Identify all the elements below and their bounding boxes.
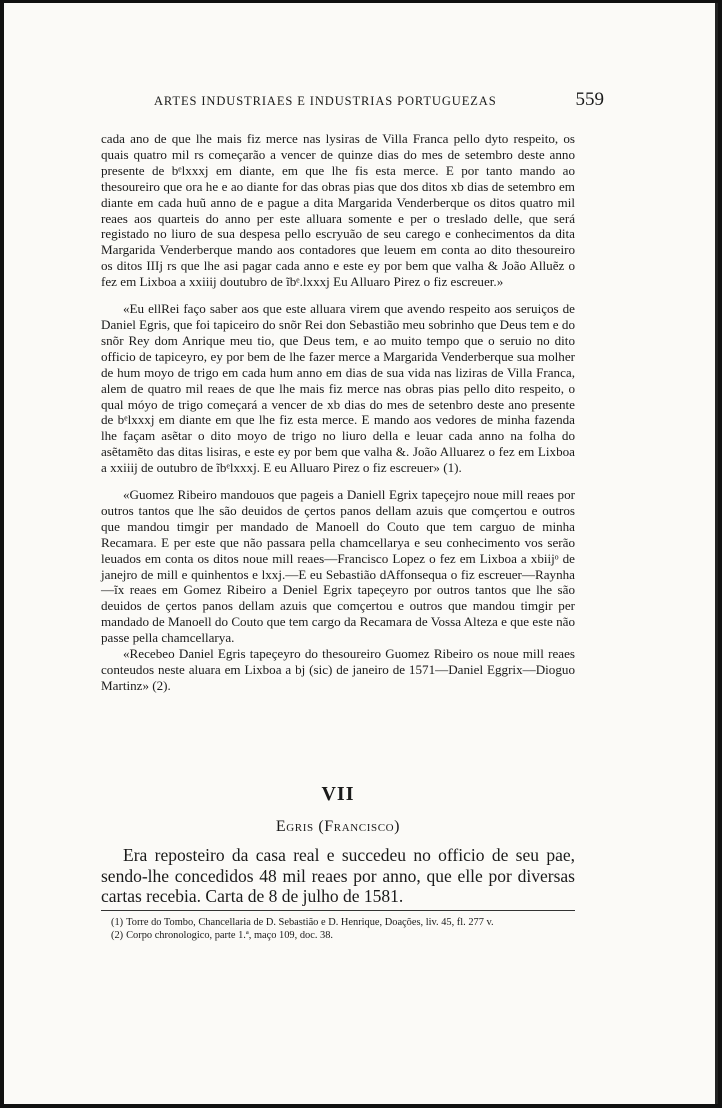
section-paragraph: Era reposteiro da casa real e succedeu no officio de seu pae, sendo-lhe concedidos 48 mil reaes por anno, que elle por diversas cartas recebia. Carta de 8 de julho de 1581. xyxy=(101,845,575,906)
footnote-mark: (1) xyxy=(111,917,124,928)
footnote xyxy=(101,930,575,943)
section-numeral: VII xyxy=(321,783,355,805)
page-header xyxy=(134,91,604,111)
paragraph-recebeo: «Recebeo Daniel Egris tapeçeyro do thesoureiro Guomez Ribeiro os noue mill reaes conteudos neste aluara em Lixboa a bj (sic) de janeiro de 1571—Daniel Eggrix—Dioguo Martinz» (2). xyxy=(101,646,575,693)
section-heading xyxy=(101,783,575,836)
scan-edge xyxy=(715,3,718,1104)
body-text xyxy=(101,131,575,694)
section-body xyxy=(101,845,575,907)
footnotes xyxy=(101,910,575,942)
footnote-text: Torre do Tombo, Chancellaria de D. Sebastião e D. Henrique, Doações, liv. 45, fl. 277 v. xyxy=(126,917,494,928)
paragraph-guomez-ribeiro: «Guomez Ribeiro mandouos que pageis a Daniell Egrix tapeçejro noue mill reaes por outros tantos que lhe são deuidos de çertos panos dellam azuis que comçertou e outros que mandou timgir per mandado de Manoell do Couto que tem carguo de minha Recamara. E per este que não passara pella chamcellarya e seu conhecimento vos serão leuados em conta os ditos noue mill reaes—Francisco Lopez o fez em Lixboa a xbiijᵒ de janejro de mill e quinhentos e lxxj.—E eu Sebastião dAffonsequa o fiz escreuer—Raynha—ĩx reaes em Gomez Ribeiro a Deniel Egrix tapeçeyro por outros tantos que lhe são deuidos de çertos panos dellam azuis que comçertou e outros que mandou timgir per mandado de Manoell do Couto que tem cargo da Recamara de Vossa Alteza e que este não passe pella chamcellarya. xyxy=(101,487,575,646)
footnote-text: Corpo chronologico, parte 1.ª, maço 109, doc. 38. xyxy=(126,929,334,941)
paragraph-alvara: «Eu ellRei faço saber aos que este alluara virem que avendo respeito aos seruiços de Daniel Egris, que foi tapiceiro do snõr Rei don Sebastião meu sobrinho que Deus tem e do snõr Rey dom Anrique meu tio, que Deus tem, e ao muito tempo que o seruio no dito officio de tapiceyro, ey por bem de lhe fazer merce a Margarida Venderberque sua molher de hum moyo de trigo em cada hum anno em dias de sua vida nas liziras de Villa Franca, alem de quatro mil reaes de que lhe mais fiz merce nas obras pias pello dito respeito, o qual móyo de trigo começará a vencer de xb dias do mes de setenbro deste ano presente de bᵉlxxxj em diante em que lhe fiz esta merce. E mando aos vedores de minha fazenda lhe façam asẽtar o dito moyo de trigo no liuro della e leuar cada anno na folha do asẽtamẽto das ditas lisiras, e este ey por bem que valha &. João Alluarez o fez em Lixboa a xxiiij de outubro de ĩbᵉlxxxj. E eu Alluaro Pirez o fiz escreuer» (1). xyxy=(101,301,575,476)
footnote xyxy=(101,917,575,930)
paragraph-continuation: cada ano de que lhe mais fiz merce nas lysiras de Villa Franca pello dyto respeito, os quais quatro mil rs começarão a vencer de quinze dias do mes de setembro deste anno presente de bᵉlxxxj em diante, em que lhe fis esta merce. E por tanto mando ao thesoureiro que ora he e ao diante for das obras pias que dos ditos xb dias de setembro em diante em cada huũ anno de e pague a dita Margarida Venderberque os ditos quatro mil reaes aos quarteis do anno per este alluara somente e per o treslado delle, que será registado no liuro de sua despesa pello escryuão de seu carego e conhecimentos da dita Margarida Venderberque mando aos contadores que leuem em conta ao dito thesoureiro os ditos IIIj rs que lhe asi pagar cada anno e este ey por bem que valha & João Alluẽz o fez em Lixboa a xxiiij doutubro de ĩbᵉ.lxxxj Eu Alluaro Pirez o fiz escreuer.» xyxy=(101,131,575,290)
running-head: ARTES INDUSTRIAES E INDUSTRIAS PORTUGUEZAS xyxy=(154,94,497,108)
footnote-mark: (2) xyxy=(111,929,124,941)
section-title: Egris (Francisco) xyxy=(275,818,401,835)
page-number: 559 xyxy=(575,89,604,110)
